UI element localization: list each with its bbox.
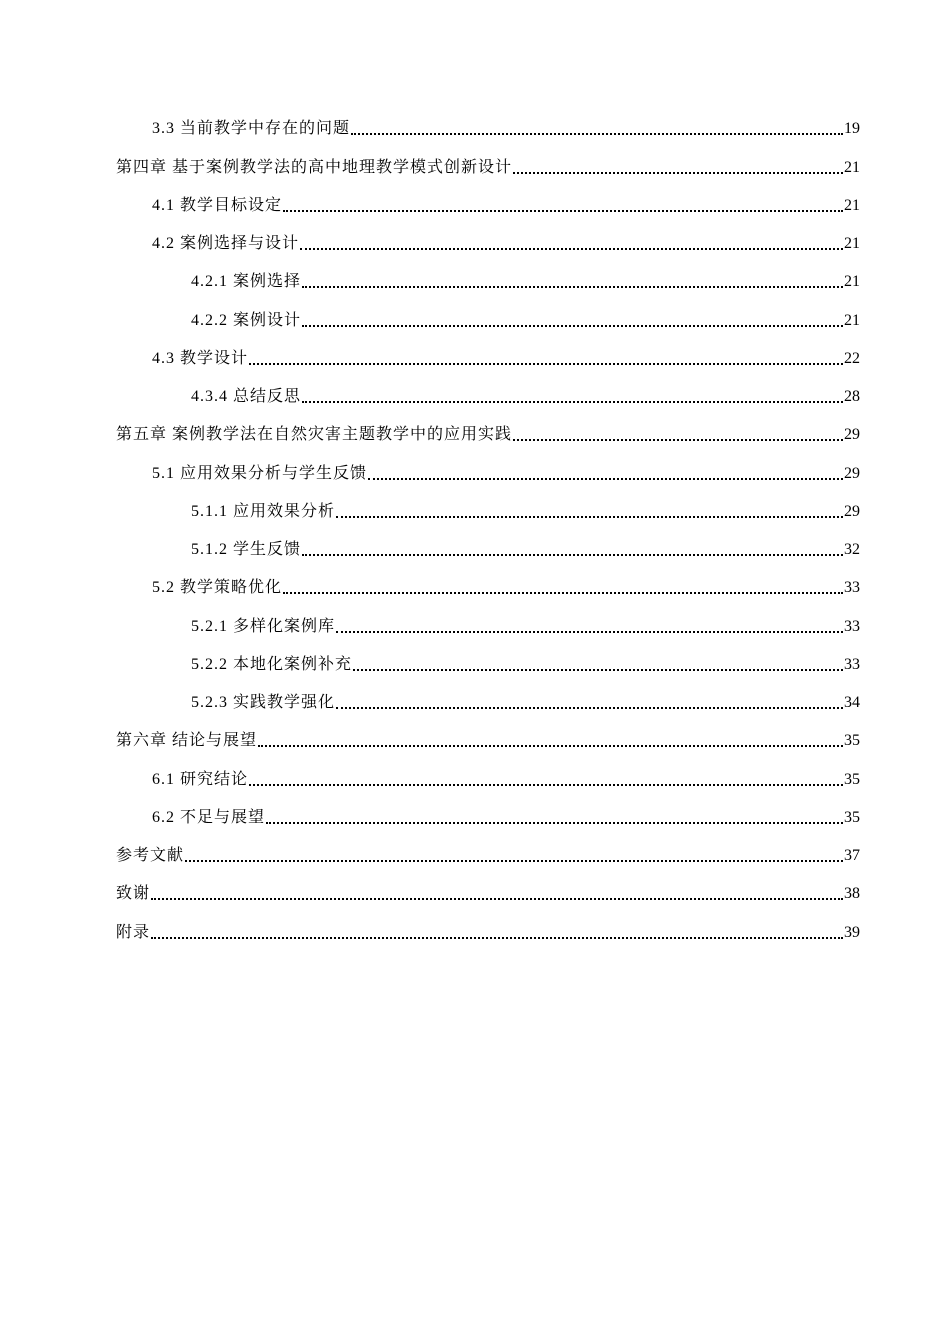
toc-entry-page-number: 37 <box>844 847 860 864</box>
toc-entry-page-number: 38 <box>844 885 860 903</box>
toc-entry-title: 附录 <box>116 923 151 941</box>
toc-dot-leader <box>353 669 843 671</box>
toc-entry-title: 参考文献 <box>116 847 185 864</box>
toc-entry[interactable] <box>116 567 860 605</box>
toc-entry[interactable] <box>116 682 860 720</box>
toc-dot-leader <box>302 286 843 288</box>
toc-dot-leader <box>151 898 843 900</box>
toc-entry-page-number: 34 <box>844 694 860 711</box>
toc-entry[interactable] <box>116 873 860 911</box>
toc-entry-page-number: 21 <box>844 235 860 252</box>
toc-entry-title: 5.2.2 本地化案例补充 <box>191 655 353 673</box>
toc-entry-page-number: 29 <box>844 464 860 482</box>
toc-entry-title: 4.3 教学设计 <box>152 349 249 367</box>
toc-entry-page-number: 29 <box>844 502 860 520</box>
toc-dot-leader <box>368 478 843 480</box>
toc-entry-page-number: 21 <box>844 311 860 329</box>
toc-dot-leader <box>336 516 843 518</box>
toc-dot-leader <box>249 363 843 365</box>
toc-entry[interactable] <box>116 146 860 184</box>
toc-entry-page-number: 32 <box>844 541 860 558</box>
toc-dot-leader <box>302 325 843 327</box>
toc-entry[interactable] <box>116 452 860 490</box>
toc-entry-title: 4.1 教学目标设定 <box>152 196 283 214</box>
toc-entry[interactable] <box>116 108 860 146</box>
toc-dot-leader <box>336 631 843 633</box>
toc-entry[interactable] <box>116 299 860 337</box>
toc-entry-title: 6.1 研究结论 <box>152 770 249 788</box>
toc-entry-page-number: 22 <box>844 349 860 367</box>
toc-entry-page-number: 35 <box>844 732 860 750</box>
toc-entry-page-number: 21 <box>844 158 860 176</box>
toc-entry[interactable] <box>116 414 860 452</box>
toc-entry-page-number: 39 <box>844 923 860 941</box>
toc-dot-leader <box>258 745 843 747</box>
toc-entry-page-number: 33 <box>844 579 860 597</box>
toc-entry-title: 5.2.1 多样化案例库 <box>191 617 336 635</box>
toc-entry-page-number: 21 <box>844 273 860 291</box>
toc-entry[interactable] <box>116 797 860 835</box>
toc-entry[interactable] <box>116 758 860 796</box>
toc-dot-leader <box>151 937 843 939</box>
toc-dot-leader <box>283 210 843 212</box>
toc-entry-page-number: 35 <box>844 770 860 788</box>
toc-entry-page-number: 33 <box>844 655 860 673</box>
toc-entry[interactable] <box>116 605 860 643</box>
toc-entry[interactable] <box>116 223 860 261</box>
toc-dot-leader <box>283 592 843 594</box>
toc-dot-leader <box>249 784 843 786</box>
toc-entry[interactable] <box>116 376 860 414</box>
toc-dot-leader <box>300 248 843 250</box>
toc-entry[interactable] <box>116 261 860 299</box>
toc-dot-leader <box>302 554 843 556</box>
toc-dot-leader <box>513 172 843 174</box>
toc-dot-leader <box>513 439 843 441</box>
toc-dot-leader <box>266 822 843 824</box>
toc-entry-title: 5.2 教学策略优化 <box>152 579 283 597</box>
toc-entry-title: 第五章 案例教学法在自然灾害主题教学中的应用实践 <box>116 426 513 444</box>
toc-entry-title: 5.1.2 学生反馈 <box>191 541 302 558</box>
toc-entry[interactable] <box>116 185 860 223</box>
toc-entry-page-number: 29 <box>844 426 860 444</box>
toc-dot-leader <box>185 860 843 862</box>
toc-dot-leader <box>302 401 843 403</box>
toc-entry-title: 4.2.2 案例设计 <box>191 311 302 329</box>
toc-entry-title: 6.2 不足与展望 <box>152 808 266 826</box>
toc-entry-title: 4.2.1 案例选择 <box>191 273 302 291</box>
toc-entry-title: 5.1.1 应用效果分析 <box>191 502 336 520</box>
toc-entry-title: 4.2 案例选择与设计 <box>152 235 300 252</box>
toc-entry-title: 第四章 基于案例教学法的高中地理教学模式创新设计 <box>116 158 513 176</box>
toc-entry[interactable] <box>116 835 860 873</box>
toc-entry[interactable] <box>116 644 860 682</box>
toc-entry-title: 致谢 <box>116 885 151 903</box>
toc-entry-title: 4.3.4 总结反思 <box>191 388 302 405</box>
toc-entry[interactable] <box>116 911 860 949</box>
toc-entry-page-number: 21 <box>844 196 860 214</box>
toc-entry-title: 5.1 应用效果分析与学生反馈 <box>152 464 368 482</box>
toc-entry[interactable] <box>116 491 860 529</box>
toc-entry-page-number: 19 <box>844 120 860 138</box>
toc-entry[interactable] <box>116 529 860 567</box>
toc-entry-page-number: 28 <box>844 388 860 405</box>
toc-entry-title: 5.2.3 实践教学强化 <box>191 694 336 711</box>
toc-entry[interactable] <box>116 720 860 758</box>
table-of-contents <box>116 108 860 950</box>
toc-entry[interactable] <box>116 338 860 376</box>
toc-dot-leader <box>351 133 843 135</box>
toc-dot-leader <box>336 707 843 709</box>
toc-entry-title: 3.3 当前教学中存在的问题 <box>152 120 351 138</box>
toc-entry-page-number: 35 <box>844 808 860 826</box>
toc-entry-title: 第六章 结论与展望 <box>116 732 258 750</box>
toc-entry-page-number: 33 <box>844 617 860 635</box>
